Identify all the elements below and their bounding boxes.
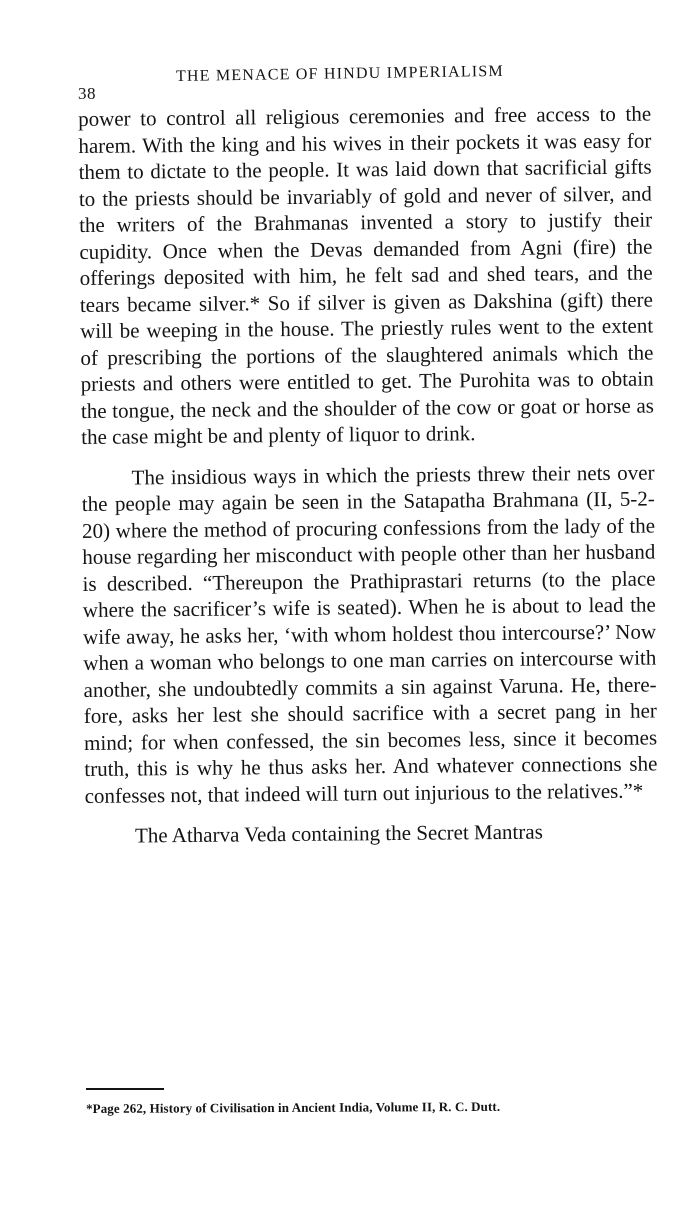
running-title: THE MENACE OF HINDU IMPERIALISM	[175, 62, 504, 85]
page-header	[78, 64, 658, 104]
paragraph-1: power to control all religious ceremonies and free access to the harem. With the king and his wives in their pockets it was easy for them to dictate to the people. It was laid down that sacrificial gifts to the priests should be invariably of gold and never of silver, and the writers of the Brahmanas invented a story to justify their cupidity. Once when the Devas demanded from Agni (fire) the offerings deposited with him, he felt sad and shed tears, and the tears became silver.* So if silver is given as Dakshina (gift) there will be weeping in the house. The priestly rules went to the extent of prescribing the portions of the slaughtered animals which the priests and others were entitled to get. The Purohita was to obtain the tongue, the neck and the shoulder of the cow or goat or horse as the case might be and plenty of liquor to drink.	[78, 101, 655, 449]
paragraph-3: The Atharva Veda containing the Secret Mantras	[134, 819, 543, 848]
paragraph-2: The insidious ways in which the priests threw their nets over the people may again be seen in the Satapatha Brahmana (II, 5-2-20) where the method of procuring confessions from the lady of the house regarding her misconduct with people other than her husband is described. “Thereupon the Prathiprastari returns (to the place where the sacrificer’s wife is seated). When he is about to lead the wife away, he asks her, ‘with whom holdest thou intercourse?’ Now when a woman who belongs to one man carries on intercourse with another, she undoubtedly commits a sin against Varuna. He, therefore, asks her lest she should sacrifice with a secret pang in her mind; for when confessed, the sin becomes less, since it becomes truth, this is why he thus asks her. And whatever connections she confesses not, that indeed will turn out injurious to the relatives.”*	[81, 459, 658, 808]
body-text	[78, 100, 658, 849]
page-number: 38	[78, 84, 96, 103]
footnote: *Page 262, History of Civilisation in Ancient India, Volume II, R. C. Dutt.	[86, 1098, 501, 1116]
footnote-rule	[86, 1088, 164, 1090]
